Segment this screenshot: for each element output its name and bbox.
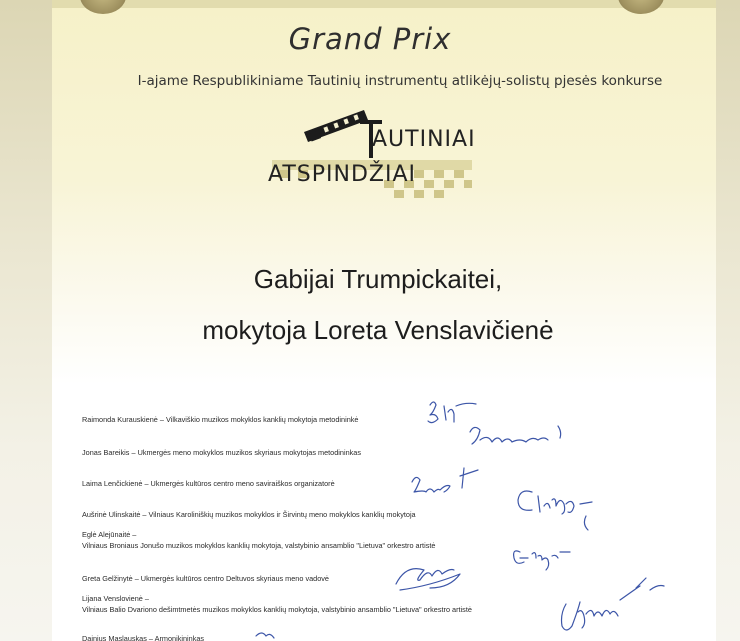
signature-1 xyxy=(428,402,476,423)
signatory-6: Greta Gelžinytė – Ukmergės kultūros centro Deltuvos skyriaus meno vadovė xyxy=(82,574,329,583)
signatory-1: Raimonda Kurauskienė – Vilkaviškio muzikos mokyklos kanklių mokytoja metodininkė xyxy=(82,415,359,424)
signatory-5-name: Eglė Alejūnaitė – xyxy=(82,530,137,539)
signatory-5-role: Vilniaus Broniaus Jonušo muzikos mokyklos kanklių mokytoja, valstybinio ansamblio "Lietuva" orkestro artistė xyxy=(82,541,436,550)
signatory-2: Jonas Bareikis – Ukmergės meno mokyklos muzikos skyriaus mokytojas metodininkas xyxy=(82,448,362,457)
signature-3 xyxy=(412,468,478,492)
signature-5 xyxy=(514,551,570,570)
signature-8 xyxy=(256,633,274,638)
signatory-8: Dainius Maslauskas – Armonikininkas xyxy=(82,634,205,641)
signature-4 xyxy=(518,491,592,530)
signatory-3: Laima Lenčickienė – Ukmergės kultūros centro meno saviraiškos organizatorė xyxy=(82,479,335,488)
top-border xyxy=(52,0,716,8)
logo-text-top: AUTINIAI xyxy=(372,127,476,152)
signatory-4: Aušrinė Ulinskaitė – Vilniaus Karoliniškių muzikos mokyklos ir Širvintų meno mokyklos kanklių mokytoja xyxy=(82,510,416,519)
certificate-subtitle: I-ajame Respublikiniame Tautinių instrumentų atlikėjų-solistų pjesės konkurse xyxy=(137,73,663,89)
signature-7 xyxy=(562,578,665,630)
recipient-teacher: mokytoja Loreta Venslavičienė xyxy=(202,315,554,345)
signatory-7-role: Vilniaus Balio Dvariono dešimtmetės muzikos mokyklos kanklių mokytoja, valstybinio ansamblio "Lietuva" orkestro artistė xyxy=(82,605,472,614)
signature-6 xyxy=(396,569,460,590)
recipient-name: Gabijai Trumpickaitei, xyxy=(253,264,503,294)
signatory-7-name: Lijana Venslovienė – xyxy=(82,594,149,603)
logo-text-bottom: ATSPINDŽIAI xyxy=(268,162,416,187)
medal-right xyxy=(618,0,664,14)
medal-left xyxy=(80,0,126,14)
signature-2 xyxy=(470,426,561,444)
certificate-title: Grand Prix xyxy=(288,22,452,56)
